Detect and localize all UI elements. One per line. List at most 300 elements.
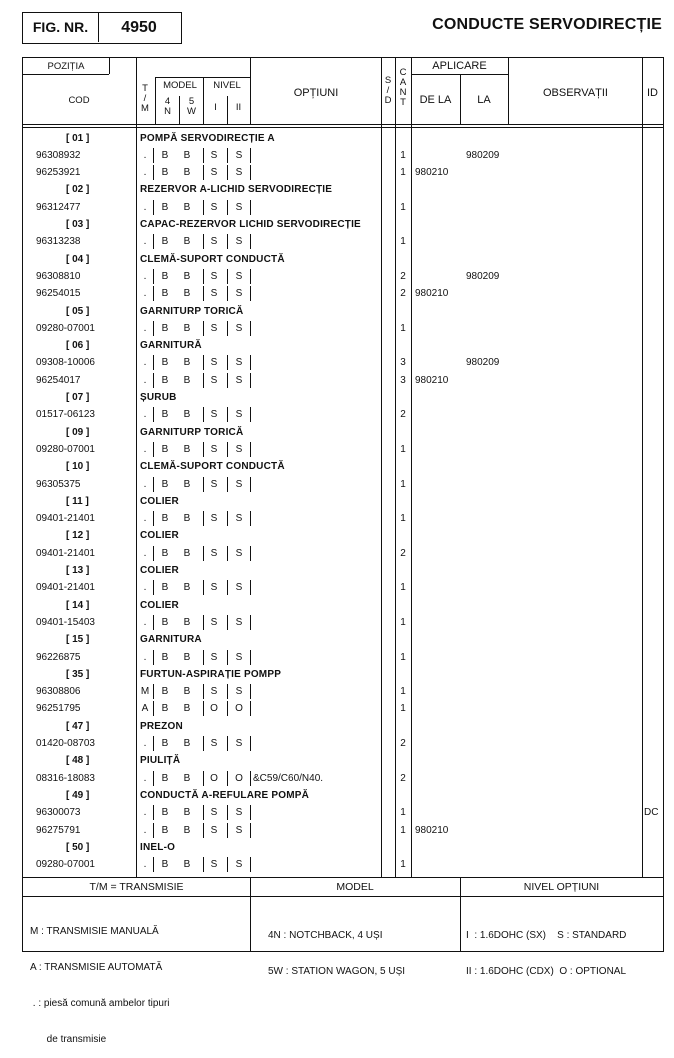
part-code: 09280-07001 xyxy=(36,322,95,334)
column-line xyxy=(155,77,156,124)
legend-model-title: MODEL xyxy=(336,881,374,893)
model-4n: B xyxy=(161,686,169,698)
table-row xyxy=(23,683,663,700)
header-pozitia: POZIȚIA xyxy=(47,61,85,72)
part-code: 96254015 xyxy=(36,288,81,300)
transmission-type: . xyxy=(143,772,147,784)
table-row xyxy=(23,804,663,821)
level-i: S xyxy=(210,651,218,663)
transmission-type: A xyxy=(141,703,149,715)
level-ii: S xyxy=(235,616,243,628)
legend-tm-list xyxy=(30,902,170,1058)
level-i: S xyxy=(210,201,218,213)
cell-separator xyxy=(203,477,204,492)
table-row xyxy=(23,354,663,371)
table-row xyxy=(23,510,663,527)
quantity: 1 xyxy=(400,478,406,490)
level-ii: S xyxy=(235,149,243,161)
figure-number-box xyxy=(22,12,182,44)
model-4n: B xyxy=(161,513,169,525)
level-ii: S xyxy=(235,236,243,248)
part-group-title: CONDUCTĂ A-REFULARE POMPĂ xyxy=(140,789,310,801)
part-code: 08316-18083 xyxy=(36,772,95,784)
model-5w: B xyxy=(183,167,191,179)
level-i: S xyxy=(210,409,218,421)
position-number: [ 35 ] xyxy=(66,668,90,680)
position-number: [ 01 ] xyxy=(66,132,90,144)
column-line xyxy=(179,96,180,124)
part-code: 96275791 xyxy=(36,824,81,836)
cell-separator xyxy=(203,650,204,665)
group-header-row xyxy=(23,787,663,804)
header-la: LA xyxy=(477,94,491,106)
part-code: 96308806 xyxy=(36,686,81,698)
quantity: 1 xyxy=(400,322,406,334)
table-row xyxy=(23,856,663,873)
model-4n: B xyxy=(161,443,169,455)
cell-separator xyxy=(153,736,154,751)
cell-separator xyxy=(250,650,251,665)
cell-separator xyxy=(250,407,251,422)
position-number: [ 09 ] xyxy=(66,426,90,438)
table-row xyxy=(23,285,663,302)
part-group-title: COLIER xyxy=(140,495,179,507)
model-5w: B xyxy=(183,478,191,490)
model-4n: B xyxy=(161,288,169,300)
cell-separator xyxy=(250,511,251,526)
legend-tm-line: A : TRANSMISIE AUTOMATĂ xyxy=(30,962,163,973)
model-5w: B xyxy=(183,443,191,455)
cell-separator xyxy=(250,771,251,786)
quantity: 2 xyxy=(400,738,406,749)
level-ii: S xyxy=(235,686,243,698)
transmission-type: . xyxy=(143,288,147,300)
legend-nivel-line: I : 1.6DOHC (SX) S : STANDARD xyxy=(466,930,627,941)
part-group-title: FURTUN-ASPIRAȚIE POMPP xyxy=(140,668,282,680)
header-nivel-1: I xyxy=(214,102,217,113)
part-group-title: CLEMĂ-SUPORT CONDUCTĂ xyxy=(140,253,285,265)
model-4n: B xyxy=(161,547,169,559)
cell-separator xyxy=(203,823,204,838)
level-i: S xyxy=(210,374,218,386)
model-5w: B xyxy=(183,738,191,749)
level-i: S xyxy=(210,478,218,490)
cell-separator xyxy=(250,373,251,388)
part-group-title: GARNITURP TORICĂ xyxy=(140,305,244,317)
cell-separator xyxy=(250,477,251,492)
part-group-title: COLIER xyxy=(140,599,179,611)
table-row xyxy=(23,441,663,458)
group-header-row xyxy=(23,562,663,579)
quantity: 1 xyxy=(400,236,406,248)
model-4n: B xyxy=(161,616,169,628)
transmission-type: . xyxy=(143,443,147,455)
level-i: S xyxy=(210,582,218,594)
cell-separator xyxy=(250,148,251,163)
part-group-title: GARNITURĂ xyxy=(140,340,202,352)
cell-separator xyxy=(250,580,251,595)
cell-separator xyxy=(153,805,154,820)
cell-separator xyxy=(153,823,154,838)
applies-to: 980209 xyxy=(466,270,500,282)
header-tm: T / M xyxy=(141,83,149,114)
cell-separator xyxy=(250,234,251,249)
cell-separator xyxy=(227,615,228,630)
cell-separator xyxy=(203,546,204,561)
position-number: [ 05 ] xyxy=(66,305,90,317)
legend-nivel-line: II : 1.6DOHC (CDX) O : OPTIONAL xyxy=(466,966,627,977)
table-row xyxy=(23,147,663,164)
transmission-type: . xyxy=(143,167,147,179)
table-row xyxy=(23,476,663,493)
transmission-type: . xyxy=(143,547,147,559)
applies-to: 980209 xyxy=(466,149,500,161)
cell-separator xyxy=(203,373,204,388)
table-row xyxy=(23,268,663,285)
model-4n: B xyxy=(161,651,169,663)
header-divider xyxy=(23,74,109,75)
cell-separator xyxy=(153,684,154,699)
cell-separator xyxy=(153,650,154,665)
model-5w: B xyxy=(183,582,191,594)
level-ii: S xyxy=(235,651,243,663)
table-row xyxy=(23,614,663,631)
part-code: 96251795 xyxy=(36,703,81,715)
cell-separator xyxy=(203,148,204,163)
cell-separator xyxy=(227,823,228,838)
cell-separator xyxy=(203,286,204,301)
quantity: 2 xyxy=(400,409,406,421)
position-number: [ 07 ] xyxy=(66,392,90,403)
transmission-type: . xyxy=(143,582,147,594)
cell-separator xyxy=(203,442,204,457)
part-code: 09308-10006 xyxy=(36,357,95,369)
cell-separator xyxy=(250,701,251,716)
transmission-type: . xyxy=(143,807,147,819)
part-group-title: CLEMĂ-SUPORT CONDUCTĂ xyxy=(140,461,285,473)
model-5w: B xyxy=(183,322,191,334)
model-4n: B xyxy=(161,859,169,871)
table-row xyxy=(23,199,663,216)
model-5w: B xyxy=(183,772,191,784)
level-ii: O xyxy=(235,772,243,784)
cell-separator xyxy=(203,771,204,786)
table-row xyxy=(23,822,663,839)
legend-nivel-list xyxy=(466,906,626,990)
level-ii: S xyxy=(235,547,243,559)
legend-model-line: 5W : STATION WAGON, 5 UȘI xyxy=(268,966,406,977)
header-sd: S / D xyxy=(384,75,392,106)
header-bottom-line xyxy=(23,127,663,128)
cell-separator xyxy=(227,580,228,595)
legend-model-list xyxy=(268,906,405,990)
part-code: 96308810 xyxy=(36,270,81,282)
model-4n: B xyxy=(161,357,169,369)
cell-separator xyxy=(153,442,154,457)
transmission-type: . xyxy=(143,357,147,369)
part-group-title: COLIER xyxy=(140,565,179,576)
footer-header-line xyxy=(23,896,663,897)
transmission-type: . xyxy=(143,236,147,248)
cell-separator xyxy=(153,546,154,561)
model-5w: B xyxy=(183,288,191,300)
cell-separator xyxy=(227,857,228,872)
cell-separator xyxy=(227,701,228,716)
table-row xyxy=(23,320,663,337)
cell-separator xyxy=(203,200,204,215)
group-header-row xyxy=(23,216,663,233)
transmission-type: . xyxy=(143,513,147,525)
model-5w: B xyxy=(183,703,191,715)
level-ii: S xyxy=(235,357,243,369)
cell-separator xyxy=(227,148,228,163)
part-group-title: INEL-O xyxy=(140,841,176,853)
part-group-title: COLIER xyxy=(140,530,179,542)
level-ii: S xyxy=(235,807,243,819)
group-header-row xyxy=(23,752,663,769)
quantity: 1 xyxy=(400,513,406,525)
level-i: S xyxy=(210,322,218,334)
level-i: S xyxy=(210,236,218,248)
part-group-title: PREZON xyxy=(140,720,183,732)
position-number: [ 04 ] xyxy=(66,253,90,265)
quantity: 1 xyxy=(400,443,406,455)
cell-separator xyxy=(227,650,228,665)
cell-separator xyxy=(227,477,228,492)
cell-separator xyxy=(153,771,154,786)
cell-separator xyxy=(203,580,204,595)
cell-separator xyxy=(227,355,228,370)
group-header-row xyxy=(23,424,663,441)
level-ii: S xyxy=(235,374,243,386)
cell-separator xyxy=(203,269,204,284)
figure-number: 4950 xyxy=(121,19,157,36)
level-ii: S xyxy=(235,201,243,213)
model-4n: B xyxy=(161,738,169,749)
column-line xyxy=(109,57,110,74)
level-i: S xyxy=(210,167,218,179)
model-4n: B xyxy=(161,374,169,386)
level-i: S xyxy=(210,288,218,300)
cell-separator xyxy=(250,200,251,215)
cell-separator xyxy=(203,165,204,180)
model-5w: B xyxy=(183,651,191,663)
part-group-title: ȘURUB xyxy=(140,392,177,403)
cell-separator xyxy=(203,615,204,630)
cell-separator xyxy=(153,580,154,595)
position-number: [ 48 ] xyxy=(66,755,90,767)
level-i: S xyxy=(210,859,218,871)
cell-separator xyxy=(227,511,228,526)
cell-separator xyxy=(153,165,154,180)
cell-separator xyxy=(250,805,251,820)
cell-separator xyxy=(203,234,204,249)
group-header-row xyxy=(23,527,663,544)
cell-separator xyxy=(203,355,204,370)
table-row xyxy=(23,770,663,787)
group-header-row xyxy=(23,389,663,406)
level-i: S xyxy=(210,616,218,628)
model-5w: B xyxy=(183,409,191,421)
level-ii: S xyxy=(235,513,243,525)
part-code: 09401-21401 xyxy=(36,513,95,525)
header-nivel: NIVEL xyxy=(213,80,241,91)
cell-separator xyxy=(227,805,228,820)
level-i: S xyxy=(210,357,218,369)
transmission-type: . xyxy=(143,409,147,421)
column-line xyxy=(250,57,251,124)
group-header-row xyxy=(23,251,663,268)
model-5w: B xyxy=(183,270,191,282)
cell-separator xyxy=(250,857,251,872)
header-de-la: DE LA xyxy=(419,94,452,106)
cell-separator xyxy=(250,823,251,838)
cell-separator xyxy=(227,546,228,561)
level-ii: S xyxy=(235,824,243,836)
transmission-type: . xyxy=(143,651,147,663)
model-5w: B xyxy=(183,824,191,836)
quantity: 1 xyxy=(400,651,406,663)
cell-separator xyxy=(203,511,204,526)
transmission-type: . xyxy=(143,478,147,490)
level-i: S xyxy=(210,270,218,282)
position-number: [ 02 ] xyxy=(66,184,90,196)
column-line xyxy=(508,57,509,124)
model-5w: B xyxy=(183,547,191,559)
legend-nivel-title: NIVEL OPȚIUNI xyxy=(523,881,600,893)
cell-separator xyxy=(203,736,204,751)
header-cant: C A N T xyxy=(399,67,407,108)
applies-to: 980209 xyxy=(466,357,500,369)
level-i: S xyxy=(210,807,218,819)
quantity: 1 xyxy=(400,616,406,628)
part-group-title: REZERVOR A-LICHID SERVODIRECȚIE xyxy=(140,184,333,196)
cell-separator xyxy=(203,407,204,422)
legend-tm-line: de transmisie xyxy=(30,1034,107,1045)
model-4n: B xyxy=(161,167,169,179)
model-5w: B xyxy=(183,807,191,819)
legend-tm-line: . : piesă comună ambelor tipuri xyxy=(30,998,170,1009)
column-line xyxy=(203,77,204,124)
cell-separator xyxy=(250,165,251,180)
cell-separator xyxy=(203,321,204,336)
level-ii: S xyxy=(235,270,243,282)
column-line xyxy=(460,74,461,124)
part-code: 96254017 xyxy=(36,374,81,386)
cell-separator xyxy=(203,701,204,716)
cell-separator xyxy=(227,200,228,215)
model-5w: B xyxy=(183,374,191,386)
position-number: [ 49 ] xyxy=(66,789,90,801)
level-ii: S xyxy=(235,167,243,179)
position-number: [ 10 ] xyxy=(66,461,90,473)
footer-top-line xyxy=(23,877,663,878)
level-i: S xyxy=(210,738,218,749)
quantity: 1 xyxy=(400,807,406,819)
table-row xyxy=(23,372,663,389)
header-aplicare: APLICARE xyxy=(432,60,487,72)
part-code: 96300073 xyxy=(36,807,81,819)
group-header-row xyxy=(23,181,663,198)
cell-separator xyxy=(227,771,228,786)
header-bottom-line xyxy=(23,124,663,125)
cell-separator xyxy=(227,321,228,336)
quantity: 1 xyxy=(400,582,406,594)
cell-separator xyxy=(153,407,154,422)
part-code: 09401-21401 xyxy=(36,547,95,559)
header-observatii: OBSERVAȚII xyxy=(542,87,608,99)
part-code: 01517-06123 xyxy=(36,409,95,421)
position-number: [ 11 ] xyxy=(66,495,89,507)
part-group-title: CAPAC-REZERVOR LICHID SERVODIRECȚIE xyxy=(140,219,361,230)
part-group-title: PIULIȚĂ xyxy=(140,755,181,767)
model-5w: B xyxy=(183,236,191,248)
column-line xyxy=(227,96,228,124)
level-ii: S xyxy=(235,859,243,871)
quantity: 3 xyxy=(400,357,406,369)
level-ii: S xyxy=(235,582,243,594)
quantity: 1 xyxy=(400,149,406,161)
transmission-type: . xyxy=(143,201,147,213)
cell-separator xyxy=(250,442,251,457)
cell-separator xyxy=(153,148,154,163)
level-ii: S xyxy=(235,478,243,490)
applies-from: 980210 xyxy=(415,824,449,836)
quantity: 1 xyxy=(400,824,406,836)
cell-separator xyxy=(227,407,228,422)
part-code: 09401-15403 xyxy=(36,616,95,628)
cell-separator xyxy=(227,442,228,457)
header-id: ID xyxy=(647,87,658,99)
level-i: S xyxy=(210,824,218,836)
group-header-row xyxy=(23,718,663,735)
level-ii: S xyxy=(235,288,243,300)
model-5w: B xyxy=(183,859,191,871)
cell-separator xyxy=(227,269,228,284)
group-header-row xyxy=(23,839,663,856)
model-5w: B xyxy=(183,513,191,525)
cell-separator xyxy=(203,684,204,699)
part-code: 09401-21401 xyxy=(36,582,95,594)
quantity: 1 xyxy=(400,167,406,179)
quantity: 1 xyxy=(400,686,406,698)
part-code: 09280-07001 xyxy=(36,443,95,455)
group-header-row xyxy=(23,337,663,354)
table-row xyxy=(23,700,663,717)
cell-separator xyxy=(153,355,154,370)
transmission-type: . xyxy=(143,374,147,386)
quantity: 3 xyxy=(400,374,406,386)
model-4n: B xyxy=(161,201,169,213)
table-row xyxy=(23,649,663,666)
table-row xyxy=(23,735,663,752)
group-header-row xyxy=(23,493,663,510)
part-code: 96253921 xyxy=(36,167,81,179)
model-4n: B xyxy=(161,478,169,490)
transmission-type: . xyxy=(143,824,147,836)
quantity: 2 xyxy=(400,288,406,300)
cell-separator xyxy=(227,165,228,180)
cell-separator xyxy=(153,701,154,716)
model-4n: B xyxy=(161,149,169,161)
position-number: [ 50 ] xyxy=(66,841,90,853)
cell-separator xyxy=(227,736,228,751)
cell-separator xyxy=(250,736,251,751)
cell-separator xyxy=(153,321,154,336)
cell-separator xyxy=(203,857,204,872)
cell-separator xyxy=(153,615,154,630)
model-4n: B xyxy=(161,772,169,784)
